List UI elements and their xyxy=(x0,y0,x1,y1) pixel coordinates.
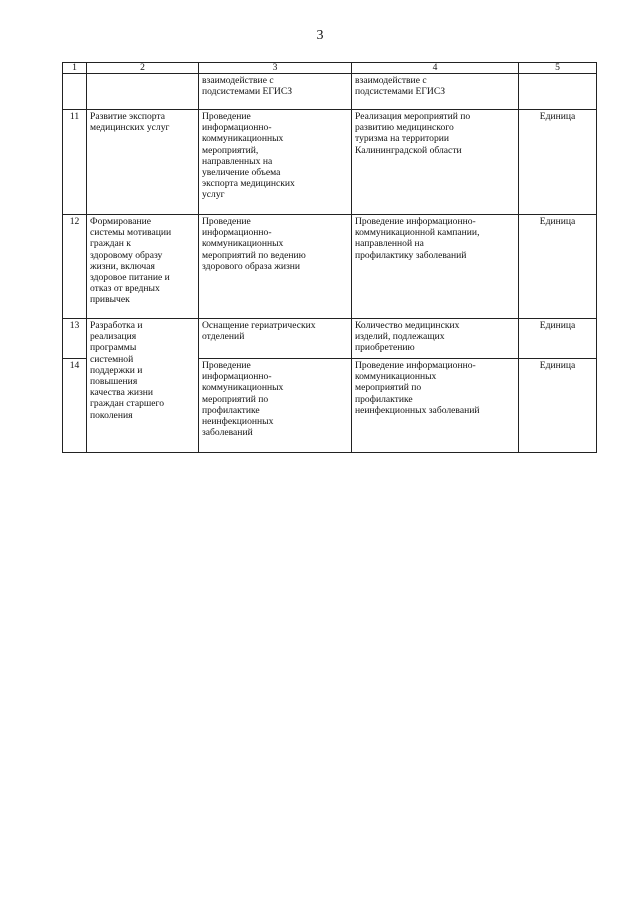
row-number-cell: 11 xyxy=(63,110,87,215)
unit-cell: Единица xyxy=(519,215,597,319)
result-cell: Проведение информационно- коммуникационных мероприятий по профилактике неинфекционных заболеваний xyxy=(199,359,352,453)
row-number-cell: 14 xyxy=(63,359,87,453)
page-number: 3 xyxy=(316,28,324,43)
task-cell xyxy=(87,74,199,110)
task-cell: Развитие экспорта медицинских услуг xyxy=(87,110,199,215)
row-number-cell: 13 xyxy=(63,319,87,359)
row-number-cell xyxy=(63,74,87,110)
header-cell-1: 1 xyxy=(63,63,87,74)
table-row-11 xyxy=(63,110,597,215)
header-cell-5: 5 xyxy=(519,63,597,74)
data-table xyxy=(62,62,597,453)
indicator-cell: взаимодействие с подсистемами ЕГИСЗ xyxy=(352,74,519,110)
table-header-row xyxy=(63,63,597,74)
row-number-cell: 12 xyxy=(63,215,87,319)
result-cell: взаимодействие с подсистемами ЕГИСЗ xyxy=(199,74,352,110)
indicator-cell: Проведение информационно- коммуникационных мероприятий по профилактике неинфекционных заболеваний xyxy=(352,359,519,453)
result-cell: Проведение информационно- коммуникационных мероприятий, направленных на увеличение объема экспорта медицинских услуг xyxy=(199,110,352,215)
task-cell: Формирование системы мотивации граждан к здоровому образу жизни, включая здоровое питание и отказ от вредных привычек xyxy=(87,215,199,319)
unit-cell: Единица xyxy=(519,359,597,453)
header-cell-3: 3 xyxy=(199,63,352,74)
indicator-cell: Проведение информационно- коммуникационной кампании, направленной на профилактику заболеваний xyxy=(352,215,519,319)
table-row-12 xyxy=(63,215,597,319)
unit-cell: Единица xyxy=(519,110,597,215)
unit-cell: Единица xyxy=(519,319,597,359)
table-row-continuation xyxy=(63,74,597,110)
task-cell-merged: Разработка и реализация программы системной поддержки и повышения качества жизни граждан старшего поколения xyxy=(87,319,199,453)
header-cell-4: 4 xyxy=(352,63,519,74)
indicator-cell: Количество медицинских изделий, подлежащих приобретению xyxy=(352,319,519,359)
unit-cell xyxy=(519,74,597,110)
header-cell-2: 2 xyxy=(87,63,199,74)
result-cell: Оснащение гериатрических отделений xyxy=(199,319,352,359)
table-row-13 xyxy=(63,319,597,359)
indicator-cell: Реализация мероприятий по развитию медицинского туризма на территории Калининградской области xyxy=(352,110,519,215)
result-cell: Проведение информационно- коммуникационных мероприятий по ведению здорового образа жизни xyxy=(199,215,352,319)
